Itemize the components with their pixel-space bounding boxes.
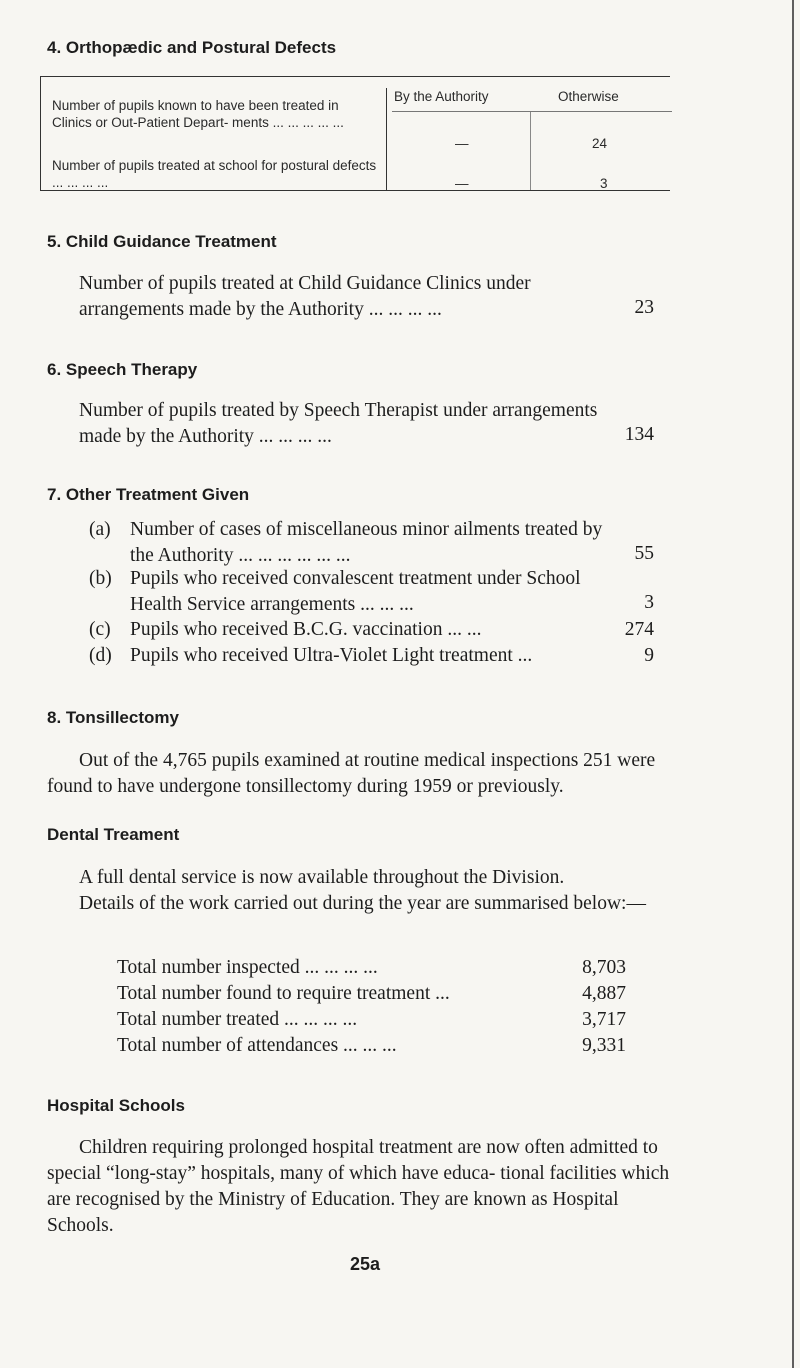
- hospital-text: Children requiring prolonged hospital treatment are now often admitted to special “long-stay” hospitals, many of which have educa- tional facilities which are recognised by the Ministry of Education. They are known as Hospital Schools.: [47, 1137, 670, 1236]
- item-d-text: Pupils who received Ultra-Violet Light treatment ...: [130, 645, 533, 666]
- dental-stat-4-value: 9,331: [582, 1035, 626, 1056]
- col-authority: By the Authority: [394, 89, 489, 104]
- item-a-text: Number of cases of miscellaneous minor ailments treated by the Authority ... ... ... ... ... ...: [130, 519, 603, 566]
- section-6-text: Number of pupils treated by Speech Therapist under arrangements made by the Authority ... ... ... ...: [79, 400, 598, 447]
- item-c-value: 274: [624, 619, 654, 640]
- section-6-value: 134: [624, 424, 654, 445]
- dental-stat-1-value: 8,703: [582, 957, 626, 978]
- page-edge: [792, 0, 794, 1368]
- table-row-1-label: Number of pupils known to have been treated in Clinics or Out-Patient Depart- ments ... ... ... ... ...: [52, 98, 344, 130]
- table-divider: [386, 88, 387, 190]
- section-8-text: Out of the 4,765 pupils examined at routine medical inspections 251 were found to have undergone tonsillectomy during 1959 or previously.: [47, 750, 656, 797]
- section-5-value: 23: [634, 297, 654, 318]
- dental-stat-2-value: 4,887: [582, 983, 626, 1004]
- table-row-1-authority: —: [455, 136, 469, 151]
- item-b-text: Pupils who received convalescent treatment under School Health Service arrangements ... ... ...: [130, 568, 581, 615]
- dental-stat-3-value: 3,717: [582, 1009, 626, 1030]
- table-col-rule: [530, 112, 531, 190]
- table-row-2-label: Number of pupils treated at school for postural defects ... ... ... ...: [52, 158, 377, 190]
- item-c-text: Pupils who received B.C.G. vaccination ... ...: [130, 619, 482, 640]
- item-b-label: (b): [89, 568, 112, 589]
- item-a-value: 55: [634, 543, 654, 564]
- table-row-2-otherwise: 3: [600, 176, 608, 191]
- dental-para-2: Details of the work carried out during the year are summarised below:—: [79, 893, 646, 914]
- table-row-1-otherwise: 24: [592, 136, 608, 151]
- section-8-title: 8. Tonsillectomy: [47, 708, 179, 727]
- dental-stat-2-label: Total number found to require treatment ...: [117, 983, 450, 1004]
- section-5-title: 5. Child Guidance Treatment: [47, 232, 277, 251]
- item-d-label: (d): [89, 645, 112, 666]
- dental-stat-3-label: Total number treated ... ... ... ...: [117, 1009, 358, 1030]
- item-c-label: (c): [89, 619, 111, 640]
- dental-stat-4-label: Total number of attendances ... ... ...: [117, 1035, 397, 1056]
- dental-stat-1-label: Total number inspected ... ... ... ...: [117, 957, 378, 978]
- col-otherwise: Otherwise: [558, 89, 619, 104]
- section-4-title: 4. Orthopædic and Postural Defects: [47, 38, 337, 57]
- dental-para-1: A full dental service is now available throughout the Division.: [79, 867, 565, 888]
- section-5-text: Number of pupils treated at Child Guidance Clinics under arrangements made by the Authority ... ... ... ...: [79, 273, 531, 320]
- section-6-title: 6. Speech Therapy: [47, 360, 198, 379]
- table-top-rule: [40, 76, 670, 77]
- item-b-value: 3: [644, 592, 654, 613]
- item-a-label: (a): [89, 519, 111, 540]
- table-left-rule: [40, 76, 41, 190]
- table-row-2-authority: —: [455, 176, 469, 191]
- item-d-value: 9: [644, 645, 654, 666]
- dental-title: Dental Treament: [47, 825, 180, 844]
- hospital-title: Hospital Schools: [47, 1096, 185, 1115]
- table-header-rule: [392, 111, 672, 112]
- page-number: 25a: [350, 1254, 381, 1274]
- section-7-title: 7. Other Treatment Given: [47, 485, 250, 504]
